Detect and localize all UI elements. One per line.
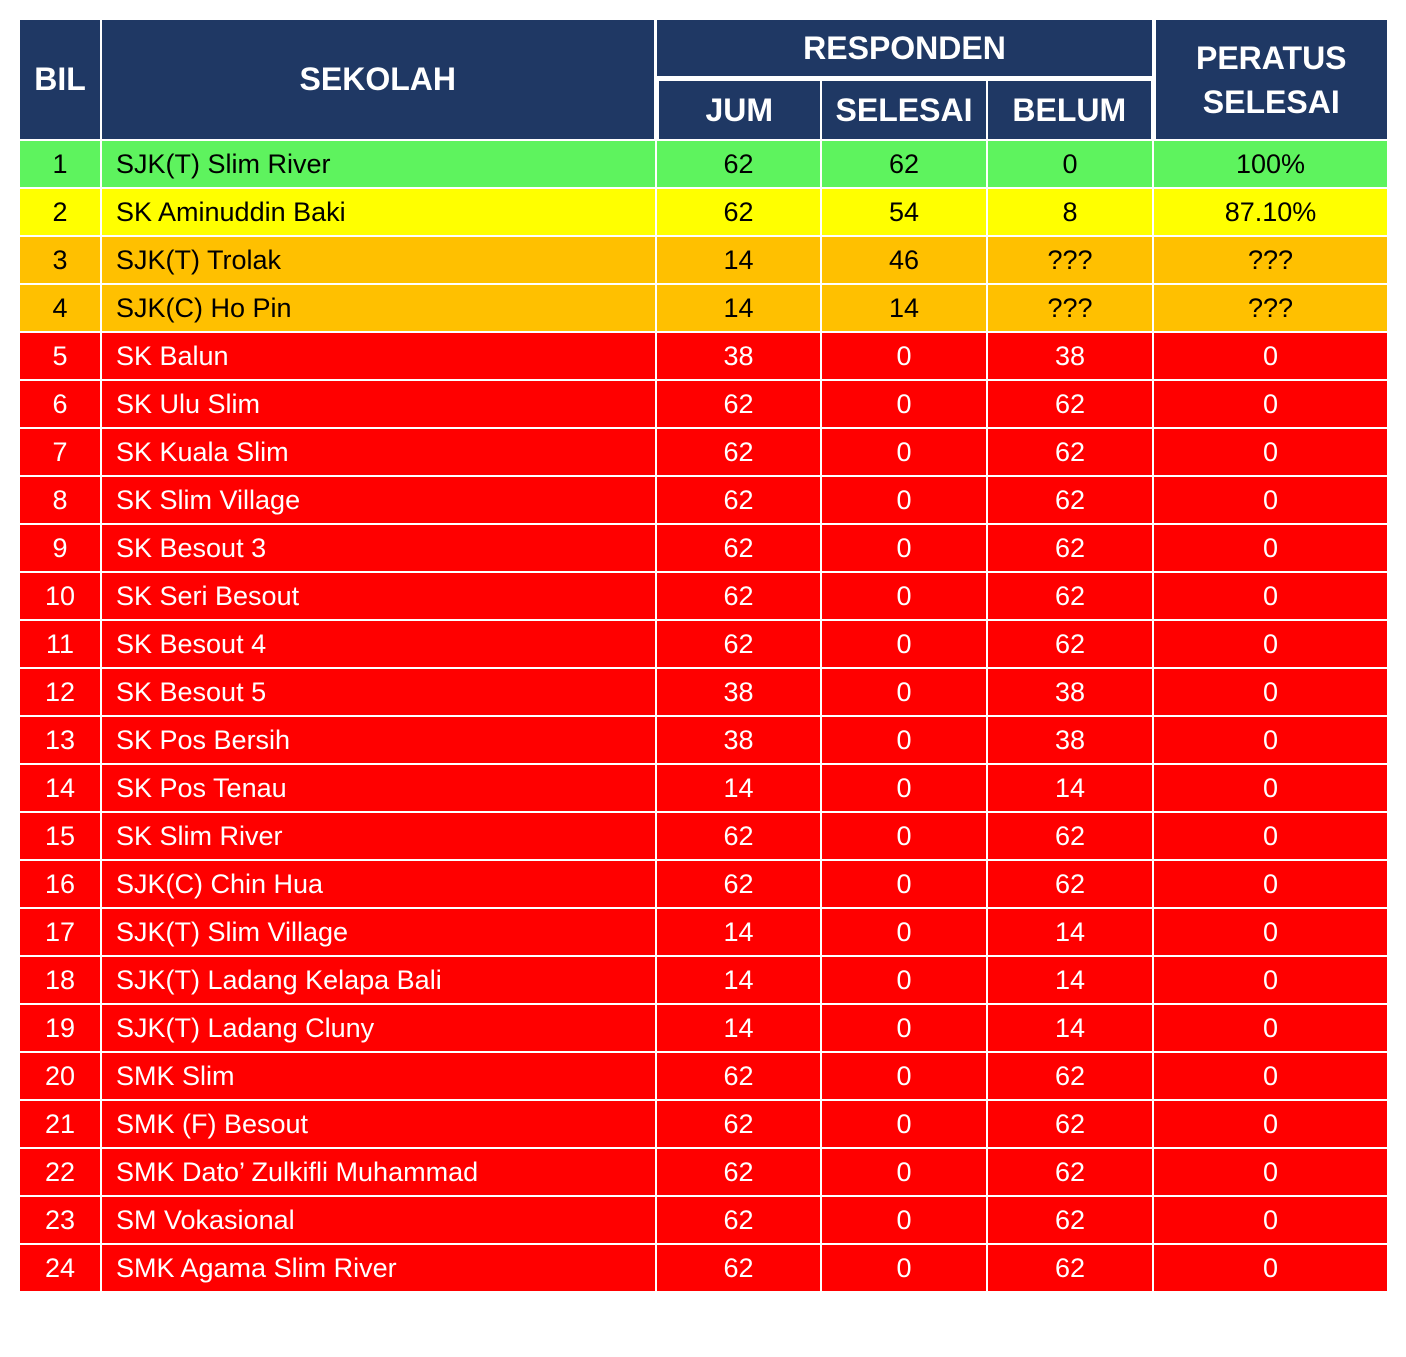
- cell-sekolah: SMK Agama Slim River: [101, 1244, 656, 1292]
- table-row: [19, 908, 1388, 956]
- cell-jum: 62: [656, 476, 821, 524]
- cell-selesai: 0: [821, 1052, 987, 1100]
- cell-peratus: 0: [1153, 332, 1388, 380]
- cell-belum: 62: [987, 1100, 1153, 1148]
- cell-belum: 62: [987, 572, 1153, 620]
- cell-sekolah: SK Balun: [101, 332, 656, 380]
- table-row: [19, 1196, 1388, 1244]
- cell-belum: 14: [987, 1004, 1153, 1052]
- cell-bil: 14: [19, 764, 101, 812]
- cell-peratus: 0: [1153, 428, 1388, 476]
- cell-jum: 62: [656, 524, 821, 572]
- cell-sekolah: SK Besout 5: [101, 668, 656, 716]
- cell-peratus: 0: [1153, 620, 1388, 668]
- cell-bil: 4: [19, 284, 101, 332]
- cell-bil: 12: [19, 668, 101, 716]
- header-peratus-line1: PERATUS: [1195, 39, 1347, 76]
- cell-peratus: 0: [1153, 908, 1388, 956]
- cell-sekolah: SK Besout 4: [101, 620, 656, 668]
- table-row: [19, 572, 1388, 620]
- cell-bil: 23: [19, 1196, 101, 1244]
- cell-belum: 62: [987, 380, 1153, 428]
- cell-peratus: 0: [1153, 476, 1388, 524]
- cell-jum: 62: [656, 1052, 821, 1100]
- cell-sekolah: SMK Slim: [101, 1052, 656, 1100]
- cell-selesai: 0: [821, 524, 987, 572]
- cell-selesai: 0: [821, 332, 987, 380]
- cell-selesai: 62: [821, 140, 987, 188]
- cell-selesai: 46: [821, 236, 987, 284]
- cell-bil: 19: [19, 1004, 101, 1052]
- cell-sekolah: SK Pos Tenau: [101, 764, 656, 812]
- cell-peratus: 0: [1153, 812, 1388, 860]
- cell-selesai: 0: [821, 1004, 987, 1052]
- cell-jum: 38: [656, 668, 821, 716]
- cell-bil: 5: [19, 332, 101, 380]
- table-row: [19, 716, 1388, 764]
- cell-sekolah: SK Slim Village: [101, 476, 656, 524]
- cell-bil: 24: [19, 1244, 101, 1292]
- cell-peratus: 0: [1153, 572, 1388, 620]
- cell-jum: 14: [656, 956, 821, 1004]
- cell-belum: 62: [987, 1148, 1153, 1196]
- table-row: [19, 140, 1388, 188]
- cell-belum: 62: [987, 620, 1153, 668]
- cell-sekolah: SK Aminuddin Baki: [101, 188, 656, 236]
- cell-selesai: 0: [821, 572, 987, 620]
- cell-belum: 14: [987, 764, 1153, 812]
- cell-selesai: 0: [821, 860, 987, 908]
- header-selesai: SELESAI: [821, 79, 987, 141]
- cell-peratus: 0: [1153, 1148, 1388, 1196]
- cell-belum: 38: [987, 716, 1153, 764]
- cell-jum: 38: [656, 332, 821, 380]
- cell-belum: 62: [987, 476, 1153, 524]
- cell-belum: 62: [987, 1052, 1153, 1100]
- cell-selesai: 0: [821, 1100, 987, 1148]
- cell-sekolah: SK Besout 3: [101, 524, 656, 572]
- table-row: [19, 956, 1388, 1004]
- cell-peratus: 0: [1153, 956, 1388, 1004]
- respondent-status-table: [18, 18, 1389, 1293]
- table-row: [19, 236, 1388, 284]
- table-row: [19, 764, 1388, 812]
- cell-jum: 62: [656, 1244, 821, 1292]
- cell-jum: 62: [656, 1148, 821, 1196]
- cell-sekolah: SJK(T) Ladang Kelapa Bali: [101, 956, 656, 1004]
- cell-bil: 7: [19, 428, 101, 476]
- cell-belum: 62: [987, 1196, 1153, 1244]
- cell-selesai: 0: [821, 668, 987, 716]
- cell-peratus: 0: [1153, 668, 1388, 716]
- cell-bil: 1: [19, 140, 101, 188]
- cell-sekolah: SK Pos Bersih: [101, 716, 656, 764]
- cell-belum: 62: [987, 1244, 1153, 1292]
- cell-peratus: ???: [1153, 236, 1388, 284]
- cell-sekolah: SJK(T) Slim Village: [101, 908, 656, 956]
- cell-selesai: 0: [821, 1148, 987, 1196]
- header-bil: BIL: [19, 19, 101, 140]
- header-responden: RESPONDEN: [656, 19, 1153, 79]
- cell-selesai: 0: [821, 764, 987, 812]
- cell-peratus: 87.10%: [1153, 188, 1388, 236]
- cell-peratus: 0: [1153, 1052, 1388, 1100]
- cell-sekolah: SMK Dato’ Zulkifli Muhammad: [101, 1148, 656, 1196]
- cell-jum: 62: [656, 140, 821, 188]
- cell-peratus: 100%: [1153, 140, 1388, 188]
- cell-peratus: 0: [1153, 860, 1388, 908]
- cell-jum: 62: [656, 620, 821, 668]
- cell-selesai: 0: [821, 476, 987, 524]
- cell-bil: 22: [19, 1148, 101, 1196]
- table-body: [19, 140, 1388, 1292]
- cell-selesai: 0: [821, 716, 987, 764]
- cell-bil: 8: [19, 476, 101, 524]
- cell-jum: 62: [656, 812, 821, 860]
- cell-selesai: 0: [821, 956, 987, 1004]
- cell-selesai: 0: [821, 812, 987, 860]
- cell-jum: 14: [656, 284, 821, 332]
- header-jum: JUM: [656, 79, 821, 141]
- cell-jum: 62: [656, 1196, 821, 1244]
- header-peratus-line2: SELESAI: [1202, 83, 1340, 120]
- table-header: [19, 19, 1388, 140]
- cell-jum: 38: [656, 716, 821, 764]
- cell-belum: 62: [987, 524, 1153, 572]
- cell-selesai: 0: [821, 1244, 987, 1292]
- cell-peratus: 0: [1153, 764, 1388, 812]
- cell-peratus: 0: [1153, 716, 1388, 764]
- cell-bil: 13: [19, 716, 101, 764]
- cell-belum: 62: [987, 428, 1153, 476]
- table-row: [19, 620, 1388, 668]
- cell-sekolah: SJK(T) Ladang Cluny: [101, 1004, 656, 1052]
- cell-selesai: 14: [821, 284, 987, 332]
- cell-bil: 9: [19, 524, 101, 572]
- table-row: [19, 1148, 1388, 1196]
- cell-peratus: 0: [1153, 1196, 1388, 1244]
- cell-belum: 14: [987, 908, 1153, 956]
- cell-belum: 62: [987, 860, 1153, 908]
- cell-peratus: 0: [1153, 1100, 1388, 1148]
- cell-bil: 17: [19, 908, 101, 956]
- table-row: [19, 284, 1388, 332]
- cell-jum: 62: [656, 860, 821, 908]
- cell-jum: 14: [656, 1004, 821, 1052]
- cell-sekolah: SK Seri Besout: [101, 572, 656, 620]
- table-row: [19, 524, 1388, 572]
- cell-belum: 8: [987, 188, 1153, 236]
- cell-belum: 38: [987, 332, 1153, 380]
- cell-selesai: 0: [821, 620, 987, 668]
- cell-bil: 6: [19, 380, 101, 428]
- cell-sekolah: SK Kuala Slim: [101, 428, 656, 476]
- table-row: [19, 860, 1388, 908]
- table-row: [19, 1052, 1388, 1100]
- cell-selesai: 0: [821, 380, 987, 428]
- table-row: [19, 428, 1388, 476]
- cell-bil: 21: [19, 1100, 101, 1148]
- cell-belum: 0: [987, 140, 1153, 188]
- cell-jum: 62: [656, 572, 821, 620]
- cell-peratus: ???: [1153, 284, 1388, 332]
- header-belum: BELUM: [987, 79, 1153, 141]
- cell-bil: 2: [19, 188, 101, 236]
- header-sekolah: SEKOLAH: [101, 19, 656, 140]
- table-row: [19, 1244, 1388, 1292]
- cell-peratus: 0: [1153, 380, 1388, 428]
- table-row: [19, 188, 1388, 236]
- cell-bil: 11: [19, 620, 101, 668]
- table-row: [19, 476, 1388, 524]
- cell-jum: 14: [656, 908, 821, 956]
- cell-sekolah: SJK(C) Ho Pin: [101, 284, 656, 332]
- cell-bil: 20: [19, 1052, 101, 1100]
- cell-bil: 16: [19, 860, 101, 908]
- cell-belum: ???: [987, 236, 1153, 284]
- cell-jum: 14: [656, 764, 821, 812]
- cell-belum: 38: [987, 668, 1153, 716]
- cell-belum: ???: [987, 284, 1153, 332]
- cell-jum: 14: [656, 236, 821, 284]
- cell-selesai: 0: [821, 1196, 987, 1244]
- cell-peratus: 0: [1153, 524, 1388, 572]
- cell-selesai: 54: [821, 188, 987, 236]
- cell-jum: 62: [656, 188, 821, 236]
- table-row: [19, 332, 1388, 380]
- cell-sekolah: SJK(C) Chin Hua: [101, 860, 656, 908]
- cell-bil: 15: [19, 812, 101, 860]
- cell-peratus: 0: [1153, 1244, 1388, 1292]
- cell-belum: 62: [987, 812, 1153, 860]
- table-row: [19, 812, 1388, 860]
- cell-sekolah: SK Slim River: [101, 812, 656, 860]
- cell-sekolah: SM Vokasional: [101, 1196, 656, 1244]
- cell-bil: 10: [19, 572, 101, 620]
- cell-belum: 14: [987, 956, 1153, 1004]
- cell-sekolah: SK Ulu Slim: [101, 380, 656, 428]
- table-row: [19, 380, 1388, 428]
- cell-jum: 62: [656, 1100, 821, 1148]
- table-row: [19, 668, 1388, 716]
- table-row: [19, 1004, 1388, 1052]
- cell-jum: 62: [656, 380, 821, 428]
- cell-bil: 18: [19, 956, 101, 1004]
- cell-selesai: 0: [821, 908, 987, 956]
- cell-sekolah: SMK (F) Besout: [101, 1100, 656, 1148]
- cell-jum: 62: [656, 428, 821, 476]
- cell-sekolah: SJK(T) Slim River: [101, 140, 656, 188]
- cell-bil: 3: [19, 236, 101, 284]
- cell-selesai: 0: [821, 428, 987, 476]
- table-row: [19, 1100, 1388, 1148]
- cell-peratus: 0: [1153, 1004, 1388, 1052]
- header-peratus-selesai: [1153, 19, 1388, 140]
- cell-sekolah: SJK(T) Trolak: [101, 236, 656, 284]
